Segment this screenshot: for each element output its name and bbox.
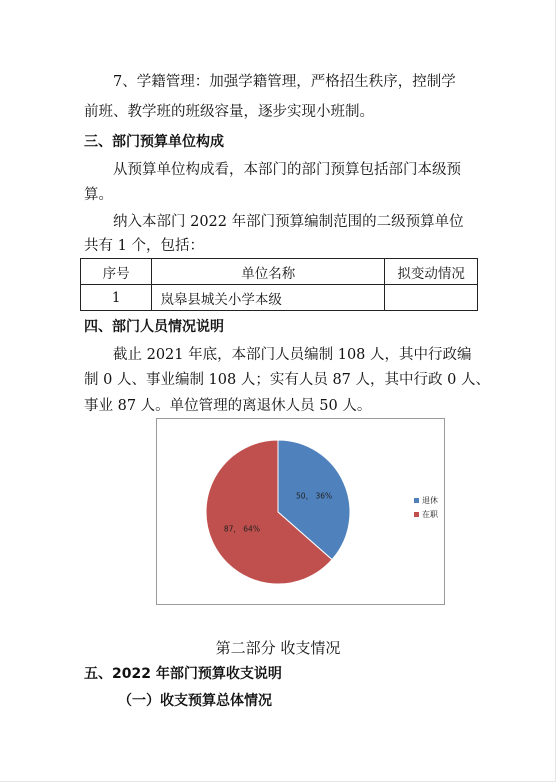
paragraph-7-line-1: 7、学籍管理：加强学籍管理，严格招生秩序，控制学 <box>113 74 456 90</box>
section-heading-4: 四、部门人员情况说明 <box>84 319 224 335</box>
paragraph-7-line-2: 前班、教学班的班级容量，逐步实现小班制。 <box>84 104 374 120</box>
composition-line-2: 算。 <box>84 187 113 203</box>
chart-legend <box>414 493 438 521</box>
staff-line-2: 制 0 人、事业编制 108 人；实有人员 87 人，其中行政 0 人、 <box>84 372 490 388</box>
header-unit-name: 单位名称 <box>152 259 385 285</box>
included-units-line-2: 共有 1 个，包括： <box>84 238 204 254</box>
data-label-retired: 50， 36% <box>296 491 333 501</box>
part-two-title: 第二部分 收支情况 <box>215 639 341 657</box>
budget-unit-table <box>80 258 478 311</box>
table-header-row <box>81 259 478 285</box>
legend-label-active: 在职 <box>422 509 438 519</box>
legend-item-retired <box>414 493 438 507</box>
legend-swatch-active <box>414 512 419 517</box>
header-index: 序号 <box>81 259 152 285</box>
section-heading-3: 三、部门预算单位构成 <box>84 134 224 150</box>
pie-svg <box>157 419 444 604</box>
header-change: 拟变动情况 <box>385 259 478 285</box>
cell-unit-name: 岚皋县城关小学本级 <box>152 285 385 311</box>
included-units-line-1: 纳入本部门 2022 年部门预算编制范围的二级预算单位 <box>113 214 464 230</box>
data-label-active: 87， 64% <box>223 524 260 534</box>
staff-line-3: 事业 87 人。单位管理的离退休人员 50 人。 <box>84 398 372 414</box>
legend-item-active <box>414 507 438 521</box>
cell-index: 1 <box>81 285 152 311</box>
legend-label-retired: 退休 <box>422 495 438 505</box>
table-row <box>81 285 478 311</box>
legend-swatch-retired <box>414 498 419 503</box>
staff-pie-chart <box>156 418 445 605</box>
section-heading-5: 五、2022 年部门预算收支说明 <box>84 666 282 682</box>
composition-line-1: 从预算单位构成看，本部门的部门预算包括部门本级预 <box>113 162 461 178</box>
staff-line-1: 截止 2021 年底，本部门人员编制 108 人，其中行政编 <box>113 347 472 363</box>
cell-change <box>385 285 478 311</box>
sub-heading-overall: （一）收支预算总体情况 <box>118 693 272 709</box>
